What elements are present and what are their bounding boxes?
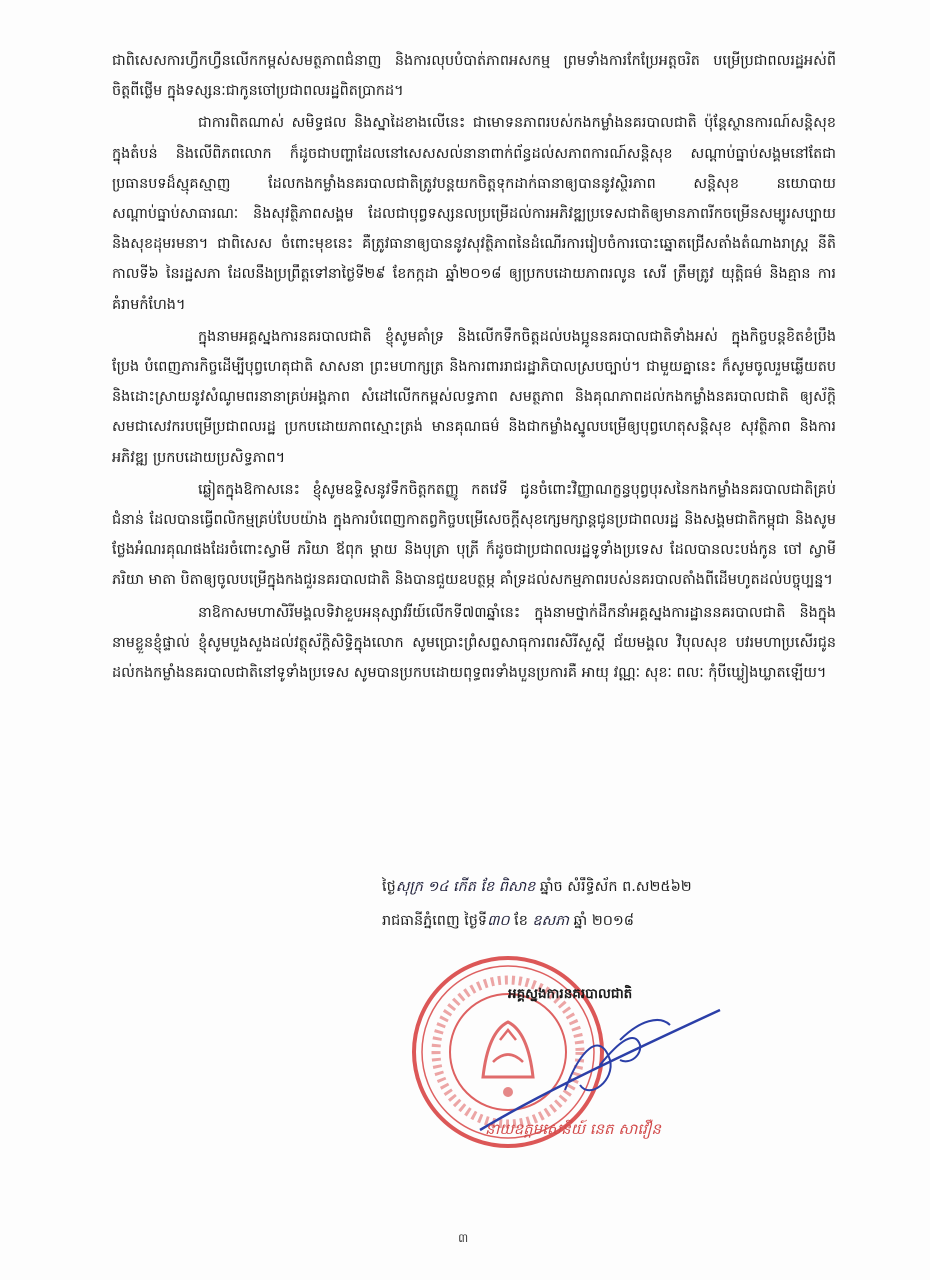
paragraph-1: ជាពិសេសការហ្វឹកហ្វឺនលើកកម្ពស់សមត្ថភាពជំនាញ និងការលុបបំបាត់ភាពអសកម្ម ព្រមទាំងការកែប្រែអត្តចរិត បម្រើប្រជាពលរដ្ឋអស់ពីចិត្តពីថ្លើម ក្នុងទស្សនៈជាកូនចៅប្រជាពលរដ្ឋពិតប្រាកដ។: [112, 53, 836, 100]
lunar-date-suffix: ឆ្នាំច សំរឹទ្ធិស័ក ព.ស២៥៦២: [539, 879, 692, 895]
solar-date-prefix: រាជធានីភ្នំពេញ ថ្ងៃទី: [382, 913, 488, 929]
solar-date-month-label: ខែ: [514, 913, 528, 929]
page-number: ៣: [458, 1231, 469, 1245]
solar-date-year: ឆ្នាំ ២០១៨: [573, 913, 634, 929]
lunar-date-prefix: ថ្ងៃ: [382, 879, 396, 895]
signer-name: នាយឧត្តមសេនីយ៍ នេត សាវឿន: [485, 1120, 661, 1138]
paragraph-5: នាឱកាសមហាសិរីមង្គលទិវាខួបអនុស្សាវរីយ៍លើកទី៧៣ឆ្នាំនេះ ក្នុងនាមថ្នាក់ដឹកនាំអគ្គស្នងការដ្ឋាននគរបាលជាតិ និងក្នុងនាមខ្លួនខ្ញុំផ្ទាល់ ខ្ញុំសូមបួងសួងដល់វត្ថុស័ក្តិសិទ្ធិក្នុងលោក សូមប្រោះព្រំសព្ទសាធុការពរសិរីសួស្តី ជ័យមង្គល វិបុលសុខ បវរមហាប្រសើរជូនដល់កងកម្លាំងនគរបាលជាតិនៅទូទាំងប្រទេស សូមបានប្រកបដោយពុទ្ធពរទាំងបួនប្រការគឺ អាយុ វណ្ណៈ សុខៈ ពលៈ កុំបីឃ្លៀងឃ្លាតឡើយ។: [112, 604, 836, 682]
date-block: [382, 870, 842, 938]
paragraph-4: ឆ្លៀតក្នុងឱកាសនេះ ខ្ញុំសូមឧទ្ទិសនូវទឹកចិត្តកតញ្ញូ កតវេទី ជូនចំពោះវិញ្ញាណក្ខន្ធបុព្វបុរសនៃកងកម្លាំងនគរបាលជាតិគ្រប់ជំនាន់ ដែលបានធ្វើពលិកម្មគ្រប់បែបយ៉ាង ក្នុងការបំពេញកាតព្វកិច្ចបម្រើសេចក្តីសុខក្សេមក្សាន្តជូនប្រជាពលរដ្ឋ និងសង្គមជាតិកម្ពុជា និងសូមថ្លែងអំណរគុណផងដែរចំពោះស្វាមី ភរិយា ឪពុក ម្តាយ និងបុត្រា បុត្រី ក៏ដូចជាប្រជាពលរដ្ឋទូទាំងប្រទេស ដែលបានលះបង់កូន ចៅ ស្វាមី ភរិយា មាតា បិតាឲ្យចូលបម្រើក្នុងកងជួរនគរបាលជាតិ និងបានជួយឧបត្ថម្ភ គាំទ្រដល់សកម្មភាពរបស់នគរបាលតាំងពីដើមហូតដល់បច្ចុប្បន្ន។: [112, 481, 836, 589]
solar-date-day: ៣០: [487, 913, 510, 929]
signature-title: អគ្គស្នងការនគរបាលជាតិ: [508, 986, 633, 1002]
paragraph-2: ជាការពិតណាស់ សមិទ្ធផល និងស្នាដៃខាងលើនេះ ជាមោទនភាពរបស់កងកម្លាំងនគរបាលជាតិ ប៉ុន្តែស្ថានការណ៍សន្តិសុខក្នុងតំបន់ និងលើពិភពលោក ក៏ដូចជាបញ្ហាដែលនៅសេសសល់នានាពាក់ព័ន្ធដល់សភាពការណ៍សន្តិសុខ សណ្តាប់ធ្នាប់សង្គមនៅតែជាប្រធានបទដ៏ស្មុគស្មាញ ដែលកងកម្លាំងនគរបាលជាតិត្រូវបន្តយកចិត្តទុកដាក់ធានាឲ្យបាននូវស្ថិរភាព សន្តិសុខ នយោបាយ សណ្តាប់ធ្នាប់សាធារណៈ និងសុវត្ថិភាពសង្គម ដែលជាបុព្វទស្សនលប្រម្រើដល់ការអភិវឌ្ឍប្រទេសជាតិឲ្យមានភាពរីកចម្រើនសម្បូរសប្បាយ និងសុខដុមរមនា។ ជាពិសេស ចំពោះមុខនេះ គឺត្រូវធានាឲ្យបាននូវសុវត្ថិភាពនៃដំណើរការរៀបចំការបោះឆ្នោតជ្រើសតាំងតំណាងរាស្ត្រ នីតិកាលទី៦ នៃរដ្ឋសភា ដែលនឹងប្រព្រឹត្តទៅនាថ្ងៃទី២៩ ខែកក្កដា ឆ្នាំ២០១៨ ឲ្យប្រកបដោយភាពរលូន សេរី ត្រឹមត្រូវ យុត្តិធម៌ និងគ្មាន ការគំរាមកំហែង។: [112, 115, 836, 313]
solar-date-month: ឧសភា: [532, 913, 569, 929]
signature-icon: [470, 990, 730, 1140]
lunar-date-handwritten: សុក្រ ១៤ កើត ខែ ពិសាខ: [395, 879, 536, 895]
paragraph-3: ក្នុងនាមអគ្គស្នងការនគរបាលជាតិ ខ្ញុំសូមគាំទ្រ និងលើកទឹកចិត្តដល់បងប្អូននគរបាលជាតិទាំងអស់ ក្នុងកិច្ចបន្តខិតខំប្រឹងប្រែង បំពេញភារកិច្ចដើម្បីបុព្វហេតុជាតិ សាសនា ព្រះមហាក្សត្រ និងការពាររាជរដ្ឋាភិបាលស្របច្បាប់។ ជាមួយគ្នានេះ ក៏សូមចូលរួមឆ្លើយតប និងដោះស្រាយនូវសំណូមពរនានាគ្រប់អង្គភាព សំដៅលើកកម្ពស់លទ្ធភាព សមត្ថភាព និងគុណភាពដល់កងកម្លាំងនគរបាលជាតិ ឲ្យស័ក្តិសមជាសេវករបម្រើប្រជាពលរដ្ឋ ប្រកបដោយភាពស្មោះត្រង់ មានគុណធម៌ និងជាកម្លាំងស្នូលបម្រើឲ្យបុព្វហេតុសន្តិសុខ សុវត្ថិភាព និងការអភិវឌ្ឍ ប្រកបដោយប្រសិទ្ធភាព។: [112, 328, 836, 466]
lunar-date-line: [382, 870, 842, 904]
document-body: [112, 46, 836, 688]
solar-date-line: [382, 904, 842, 938]
